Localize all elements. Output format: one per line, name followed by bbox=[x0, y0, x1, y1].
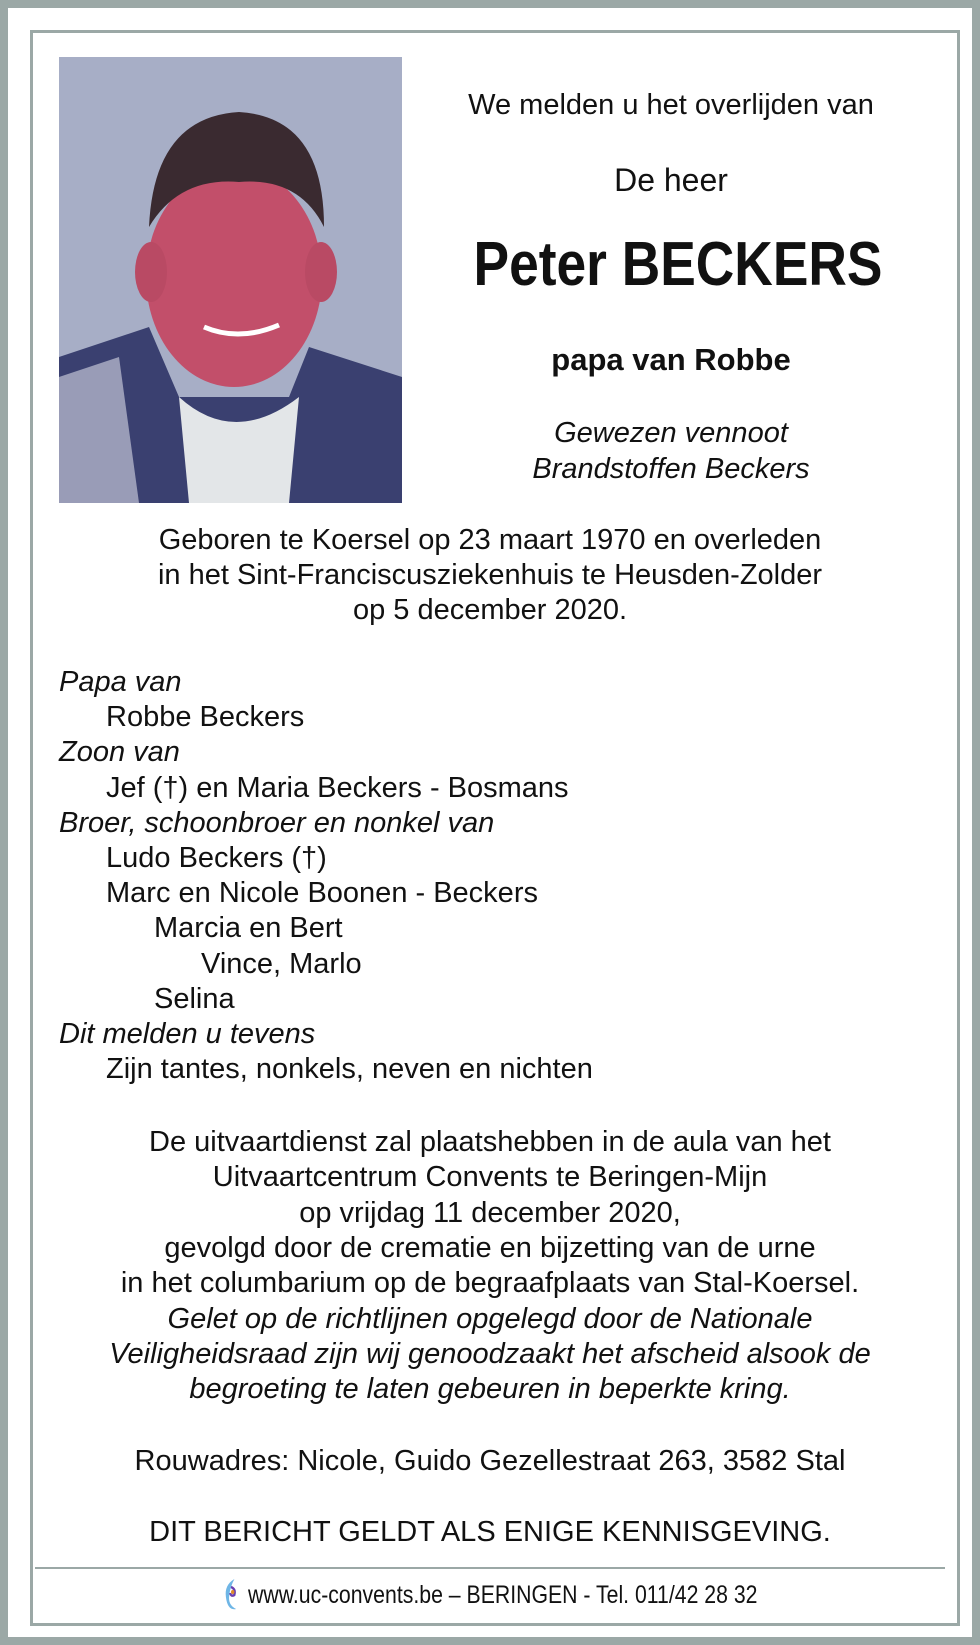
family-member: Zijn tantes, nonkels, neven en nichten bbox=[106, 1053, 593, 1086]
family-member: Jef (†) en Maria Beckers - Bosmans bbox=[106, 771, 569, 804]
family-member: Robbe Beckers bbox=[106, 701, 305, 734]
convents-logo-icon bbox=[223, 1577, 240, 1613]
role-line-1: Gewezen vennoot bbox=[554, 417, 788, 449]
family-heading: Dit melden u tevens bbox=[59, 1018, 316, 1050]
funeral-line: in het columbarium op de begraafplaats van Stal-Koersel. bbox=[120, 1267, 860, 1300]
salutation: De heer bbox=[614, 162, 728, 198]
subtitle: papa van Robbe bbox=[551, 342, 791, 377]
family-member: Vince, Marlo bbox=[201, 947, 362, 980]
funeral-line: Veiligheidsraad zijn wij genoodzaakt het afscheid alsook de bbox=[109, 1337, 871, 1370]
funeral-line: begroeting te laten gebeuren in beperkte kring. bbox=[189, 1373, 791, 1406]
family-heading: Papa van bbox=[59, 666, 182, 698]
address: Rouwadres: Nicole, Guido Gezellestraat 263, 3582 Stal bbox=[134, 1445, 846, 1477]
funeral-line: Gelet op de richtlijnen opgelegd door de Nationale bbox=[167, 1302, 813, 1335]
birth-line: in het Sint-Franciscusziekenhuis te Heusden-Zolder bbox=[157, 559, 823, 591]
birth-line: op 5 december 2020. bbox=[352, 594, 628, 626]
family-member: Ludo Beckers (†) bbox=[106, 842, 327, 874]
funeral-line: gevolgd door de crematie en bijzetting van de urne bbox=[164, 1231, 816, 1264]
deceased-name: Peter BECKERS bbox=[473, 230, 883, 299]
notice: DIT BERICHT GELDT ALS ENIGE KENNISGEVING. bbox=[149, 1516, 831, 1548]
family-member: Marc en Nicole Boonen - Beckers bbox=[106, 877, 538, 910]
family-member: Selina bbox=[154, 982, 235, 1015]
footer-divider bbox=[35, 1567, 945, 1569]
family-heading: Zoon van bbox=[59, 736, 180, 769]
funeral-line: op vrijdag 11 december 2020, bbox=[299, 1196, 681, 1229]
family-heading: Broer, schoonbroer en nonkel van bbox=[59, 806, 495, 839]
footer bbox=[223, 1577, 758, 1613]
funeral-line: Uitvaartcentrum Convents te Beringen-Mijn bbox=[212, 1161, 768, 1194]
footer-text: www.uc-convents.be – BERINGEN - Tel. 011/42 28 32 bbox=[248, 1580, 758, 1609]
portrait-photo bbox=[59, 57, 402, 503]
announcement: We melden u het overlijden van bbox=[468, 89, 874, 121]
funeral-line: De uitvaartdienst zal plaatshebben in de aula van het bbox=[149, 1126, 831, 1158]
role-line-2: Brandstoffen Beckers bbox=[532, 453, 810, 485]
birth-line: Geboren te Koersel op 23 maart 1970 en overleden bbox=[158, 524, 822, 556]
family-member: Marcia en Bert bbox=[154, 912, 343, 945]
